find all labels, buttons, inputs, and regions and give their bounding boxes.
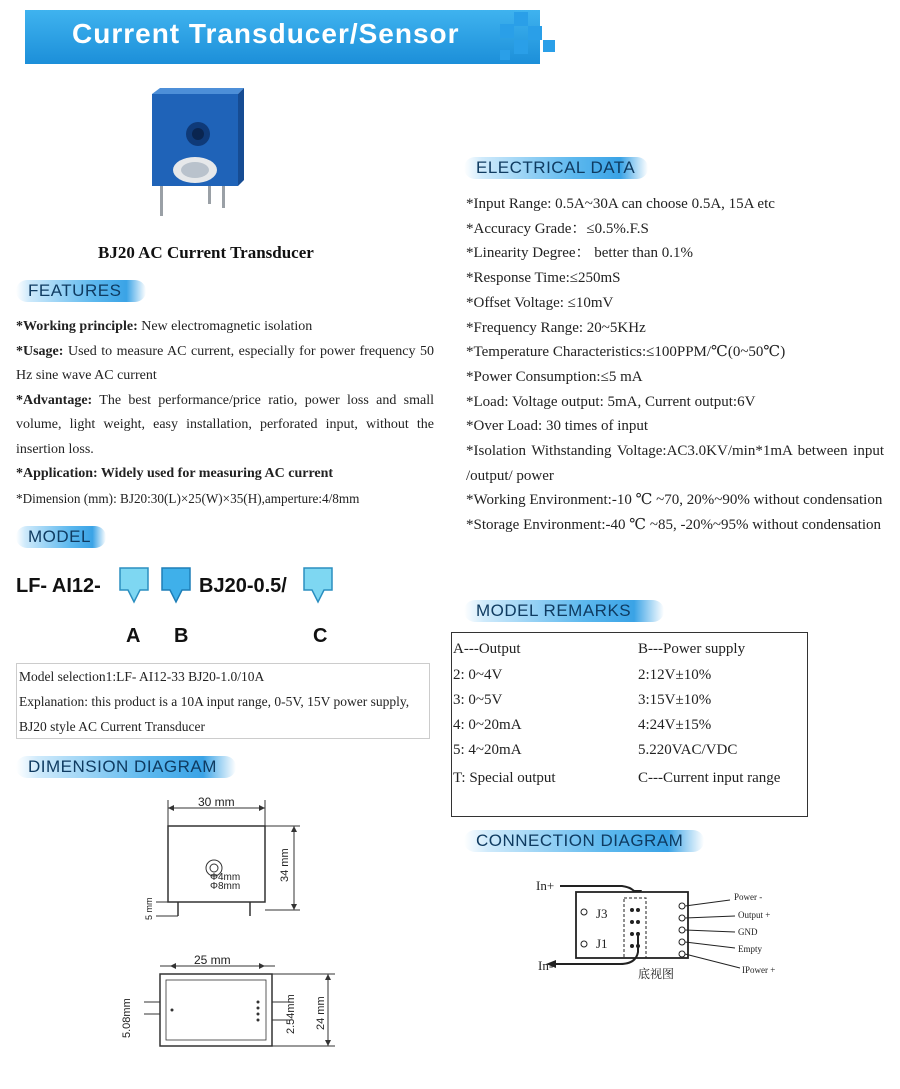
dim-pin-pitch: 2.54mm [285,994,297,1034]
electrical-list [466,192,884,538]
electrical-item: *Temperature Characteristics:≤100PPM/℃(0~50℃) [466,344,786,361]
remarks-right-2: 3:15V±10% [638,692,712,708]
remarks-left-0: A---Output [453,641,521,657]
electrical-item: *Over Load: 30 times of input [466,418,649,435]
remarks-heading: MODEL REMARKS [464,600,664,622]
features-text [16,315,434,511]
electrical-item: *Load: Voltage output: 5mA, Current output:6V [466,393,756,410]
electrical-item: *Frequency Range: 20~5KHz [466,319,646,336]
letter-a: A [126,625,141,647]
dim-bottom-width: 25 mm [194,953,231,967]
conn-pin-4: IPower + [742,965,776,975]
model-selection-box [16,663,430,739]
letter-b: B [174,625,189,647]
arrow-a-icon [118,566,152,606]
model-selection: Model selection1:LF- AI12-33 BJ20-1.0/10A [19,669,265,684]
electrical-item: *Power Consumption:≤5 mA [466,368,643,385]
dim-depth: 24 mm [315,996,327,1030]
model-prefix: LF- AI12- [16,575,101,597]
electrical-item: *Input Range: 0.5A~30A can choose 0.5A, 15A etc [466,196,775,212]
remarks-right-0: B---Power supply [638,641,746,657]
model-explanation-1: Explanation: this product is a 10A input range, 0-5V, 15V power supply, [19,694,410,709]
electrical-item: *Storage Environment:-40 ℃ ~85, -20%~95% without condensation [466,517,882,534]
remarks-left-5: T: Special output [453,770,556,786]
electrical-item: *Isolation Withstanding Voltage:AC3.0KV/min*1mA between input /output/ power [466,443,884,484]
conn-pin-1: Output + [738,910,771,920]
remarks-right-1: 2:12V±10% [638,667,712,683]
arrow-b-icon [160,566,194,606]
dim-hole-small: Φ4mm [210,872,241,883]
conn-pin-2: GND [738,927,758,937]
remarks-left-1: 2: 0~4V [453,667,503,683]
conn-in-minus: In- [538,958,554,973]
product-photo [140,88,250,220]
remarks-right-5: C---Current input range [638,770,781,786]
conn-j3: J3 [596,906,608,921]
model-explanation-2: BJ20 style AC Current Transducer [19,719,206,734]
conn-j1: J1 [596,936,608,951]
electrical-item: *Working Environment:-10 ℃ ~70, 20%~90% without condensation [466,492,883,509]
conn-pin-3: Empty [738,944,762,954]
dim-pin-len: 5 mm [144,897,154,920]
dimension-heading: DIMENSION DIAGRAM [16,756,236,778]
product-caption: BJ20 AC Current Transducer [98,243,314,262]
letter-c: C [313,625,328,647]
conn-pin-0: Power - [734,892,763,902]
feature-usage: *Usage: Used to measure AC current, especially for power frequency 50 Hz sine wave AC current [16,343,434,383]
remarks-left-2: 3: 0~5V [453,692,503,708]
electrical-heading: ELECTRICAL DATA [464,157,648,179]
arrow-c-icon [302,566,336,606]
model-heading: MODEL [16,526,106,548]
model-middle: BJ20-0.5/ [199,575,287,597]
electrical-item: *Linearity Degree： better than 0.1% [466,245,693,262]
page-title: Current Transducer/Sensor [72,18,460,49]
dim-pin-pitch-outer: 5.08mm [121,998,133,1038]
dim-height: 34 mm [279,848,291,882]
feature-advantage: *Advantage: The best performance/price ratio, power loss and small volume, light weight, easy installation, perforated input, without the insertion loss. [16,392,434,457]
feature-working: *Working principle: New electromagnetic isolation [16,319,313,334]
dim-hole-large: Φ8mm [210,881,241,892]
conn-bottom-view: 底视图 [638,967,675,981]
remarks-left-3: 4: 0~20mA [453,717,522,733]
remarks-table [451,632,808,817]
feature-dimension: *Dimension (mm): BJ20:30(L)×25(W)×35(H),amperture:4/8mm [16,490,360,506]
dimension-diagram [121,790,350,1070]
remarks-right-4: 5.220VAC/VDC [638,742,738,758]
electrical-item: *Response Time:≤250mS [466,270,621,287]
conn-in-plus: In+ [536,878,555,893]
remarks-left-4: 5: 4~20mA [453,742,522,758]
remarks-right-3: 4:24V±15% [638,717,712,733]
connection-heading: CONNECTION DIAGRAM [464,830,704,852]
dim-top-width: 30 mm [198,795,235,809]
electrical-item: *Accuracy Grade：≤0.5%.F.S [466,220,649,237]
electrical-item: *Offset Voltage: ≤10mV [466,294,614,311]
connection-diagram [530,872,810,990]
features-heading: FEATURES [16,280,146,302]
feature-application: *Application: Widely used for measuring AC current [16,466,334,481]
